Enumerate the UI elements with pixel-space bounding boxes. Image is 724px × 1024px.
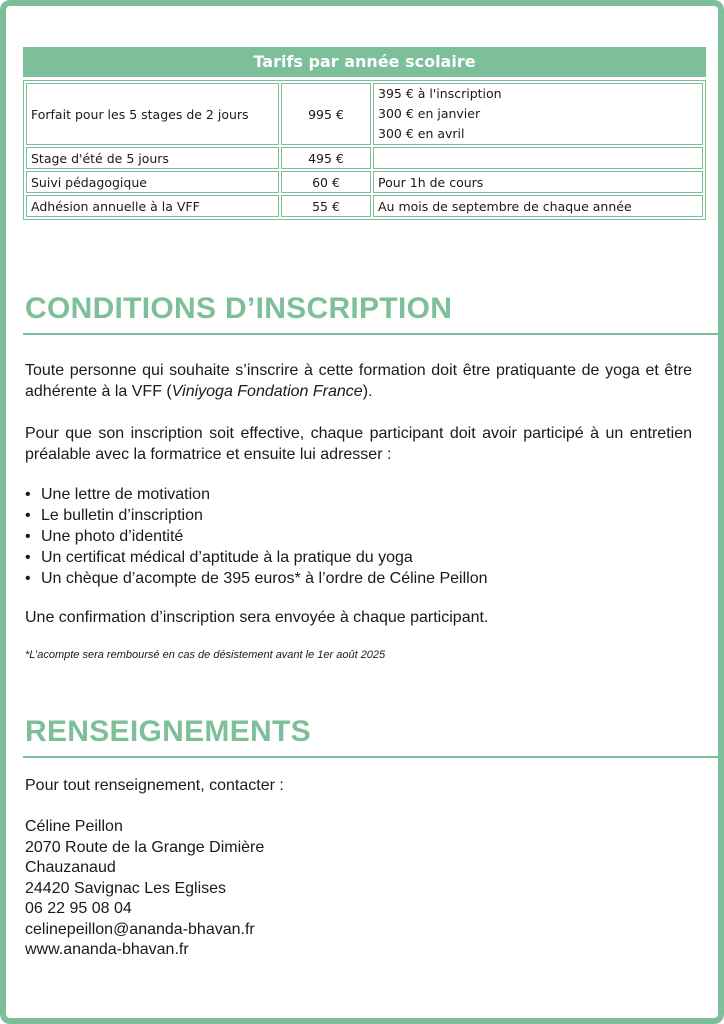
table-row — [26, 171, 703, 193]
list-item-text: Une lettre de motivation — [41, 486, 210, 503]
table-row — [26, 147, 703, 169]
section-divider — [23, 756, 718, 758]
conditions-intro-end: ). — [362, 383, 373, 400]
row-label: Stage d'été de 5 jours — [26, 147, 279, 169]
pricing-table — [23, 47, 706, 220]
row-note: 395 € à l'inscription — [378, 86, 502, 101]
contact-address-line: Chauzanaud — [25, 859, 116, 876]
row-notes — [373, 83, 703, 145]
list-item — [25, 484, 488, 505]
contact-intro: Pour tout renseignement, contacter : — [25, 777, 284, 794]
pricing-table-title: Tarifs par année scolaire — [23, 47, 706, 77]
row-note: 300 € en janvier — [378, 106, 481, 121]
conditions-intro — [25, 360, 692, 402]
row-price: 995 € — [281, 83, 371, 145]
row-price: 495 € — [281, 147, 371, 169]
conditions-intro-text: Toute personne qui souhaite s’inscrire à cette formation doit être pratiquante de yoga et être adhérente à la VFF ( — [25, 362, 692, 400]
bullet-icon: • — [25, 507, 31, 524]
vff-full-name: Viniyoga Fondation France — [171, 383, 363, 400]
bullet-icon: • — [25, 570, 31, 587]
contact-block — [25, 817, 264, 961]
list-item — [25, 505, 488, 526]
row-label: Adhésion annuelle à la VFF — [26, 195, 279, 217]
pricing-table-body — [23, 80, 706, 220]
list-item-text: Une photo d’identité — [41, 528, 184, 545]
row-notes: Au mois de septembre de chaque année — [373, 195, 703, 217]
conditions-heading: CONDITIONS D’INSCRIPTION — [25, 292, 453, 325]
renseignements-heading: RENSEIGNEMENTS — [25, 715, 311, 748]
contact-email[interactable]: celinepeillon@ananda-bhavan.fr — [25, 920, 255, 938]
list-item-text: Un chèque d’acompte de 395 euros* à l’ordre de Céline Peillon — [41, 570, 488, 587]
contact-address-line: 24420 Savignac Les Eglises — [25, 879, 227, 897]
section-divider — [23, 333, 718, 335]
list-item-text: Le bulletin d’inscription — [41, 507, 203, 524]
row-label: Suivi pédagogique — [26, 171, 279, 193]
deposit-footnote: *L’acompte sera remboursé en cas de désistement avant le 1er août 2025 — [25, 649, 386, 661]
list-item-text: Un certificat médical d’aptitude à la pratique du yoga — [41, 549, 413, 566]
row-note: 300 € en avril — [378, 126, 465, 141]
contact-name: Céline Peillon — [25, 818, 123, 835]
row-notes — [373, 147, 703, 169]
table-row — [26, 83, 703, 145]
row-price: 55 € — [281, 195, 371, 217]
confirmation-note: Une confirmation d’inscription sera envoyée à chaque participant. — [25, 609, 489, 626]
contact-address-line: 2070 Route de la Grange Dimière — [25, 838, 265, 856]
list-item — [25, 568, 488, 589]
conditions-requirements: Pour que son inscription soit effective, chaque participant doit avoir participé à un entretien préalable avec la formatrice et ensuite lui adresser : — [25, 425, 692, 463]
contact-website[interactable]: www.ananda-bhavan.fr — [25, 941, 189, 958]
row-label: Forfait pour les 5 stages de 2 jours — [26, 83, 279, 145]
row-notes: Pour 1h de cours — [373, 171, 703, 193]
row-price: 60 € — [281, 171, 371, 193]
bullet-icon: • — [25, 528, 31, 545]
bullet-icon: • — [25, 549, 31, 566]
list-item — [25, 526, 488, 547]
table-row — [26, 195, 703, 217]
contact-phone: 06 22 95 08 04 — [25, 900, 132, 917]
bullet-icon: • — [25, 486, 31, 503]
required-documents-list — [25, 484, 488, 589]
list-item — [25, 547, 488, 568]
